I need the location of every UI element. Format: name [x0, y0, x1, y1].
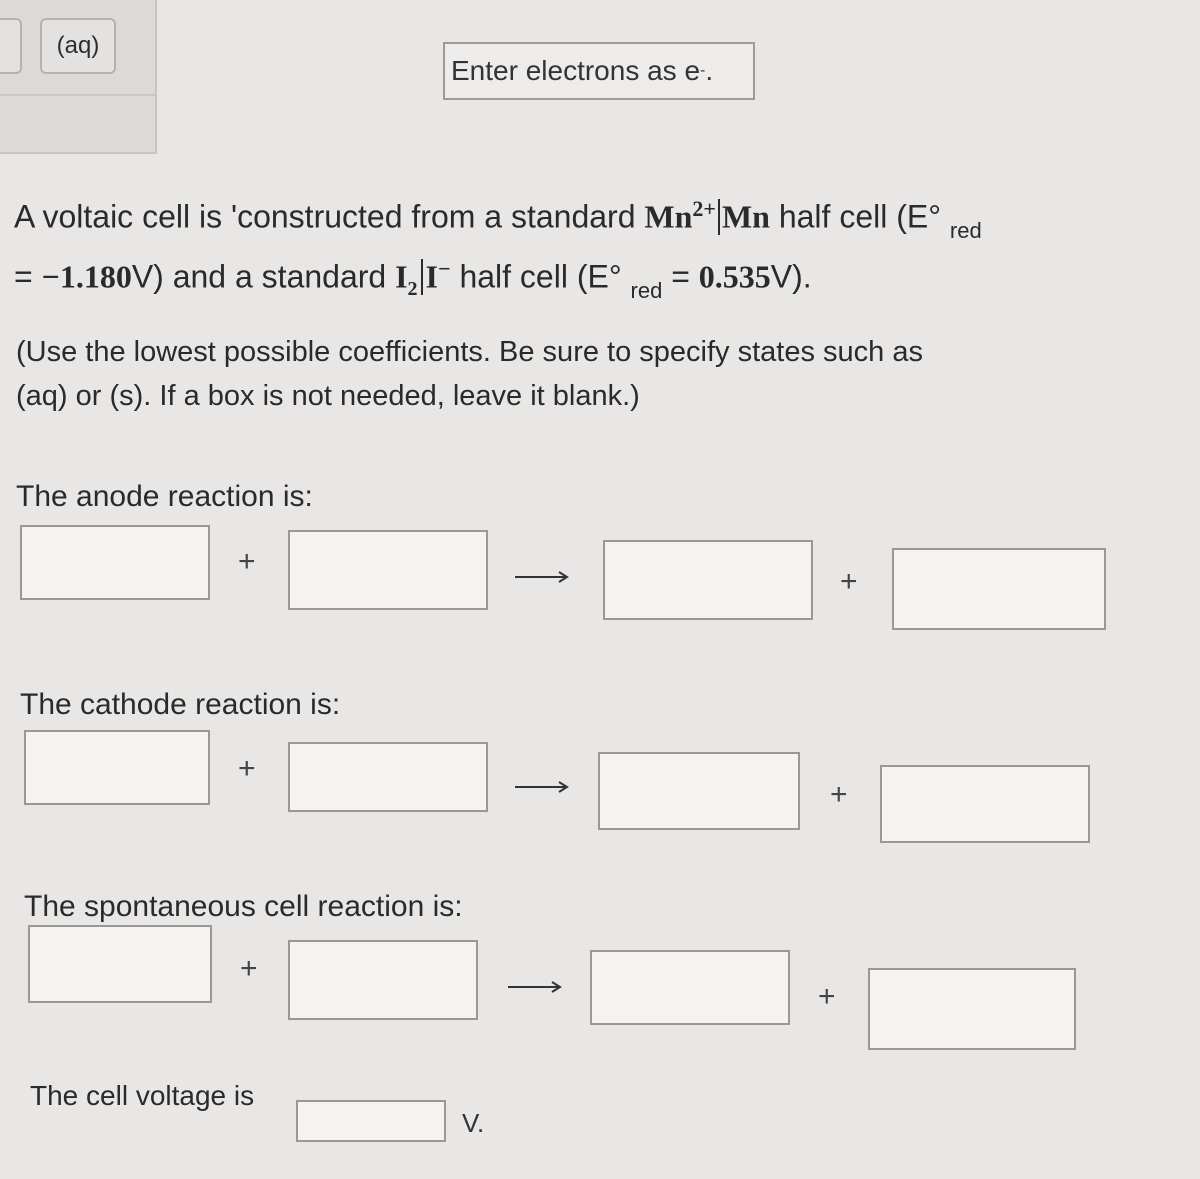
red-subscript-1: red [949, 217, 982, 243]
anode-label: The anode reaction is: [16, 480, 313, 513]
problem-text-4: half cell (E° [450, 258, 622, 295]
instruction-line-2: (aq) or (s). If a box is not needed, leave it blank.) [16, 380, 640, 412]
cathode-product-2-input[interactable] [880, 765, 1090, 843]
red-subscript-2: red [630, 277, 663, 303]
cell-product-2-input[interactable] [868, 968, 1076, 1050]
instruction-line-1: (Use the lowest possible coefficients. Be sure to specify states such as [16, 336, 923, 368]
reaction-arrow-icon [515, 780, 571, 794]
hint-period: . [705, 55, 714, 86]
anode-product-2-input[interactable] [892, 548, 1106, 630]
phase-boundary [718, 199, 720, 235]
toolbar-edge-button[interactable] [0, 18, 22, 74]
plus-sign: + [840, 565, 858, 598]
anode-reactant-2-input[interactable] [288, 530, 488, 610]
anode-product-1-input[interactable] [603, 540, 813, 620]
problem-line-1 [14, 196, 982, 243]
reaction-arrow-icon [508, 980, 564, 994]
hint-superscript: - [700, 62, 706, 79]
iodine: I [395, 258, 408, 295]
problem-text-5: V). [770, 258, 812, 295]
equals-sign-2: = [662, 258, 699, 295]
voltage-unit: V. [462, 1108, 485, 1138]
cathode-reactant-2-input[interactable] [288, 742, 488, 812]
electron-hint-box [443, 42, 755, 100]
iodide: I [425, 258, 438, 295]
e-value-2: 0.535 [698, 258, 771, 295]
problem-line-2 [14, 256, 812, 301]
cathode-product-1-input[interactable] [598, 752, 800, 830]
problem-text-1: A voltaic cell is 'constructed from a standard [14, 198, 645, 235]
e-value-1: −1.180 [41, 258, 132, 295]
plus-sign: + [818, 980, 836, 1013]
plus-sign: + [238, 752, 256, 785]
cell-reactant-1-input[interactable] [28, 925, 212, 1003]
plus-sign: + [240, 952, 258, 985]
plus-sign: + [830, 778, 848, 811]
cell-voltage-input[interactable] [296, 1100, 446, 1142]
anode-reactant-1-input[interactable] [20, 525, 210, 600]
cathode-reactant-1-input[interactable] [24, 730, 210, 805]
problem-text-3: V) and a standard [131, 258, 396, 295]
phase-boundary-2 [421, 259, 423, 295]
hint-text: Enter electrons as e [451, 55, 701, 86]
mn-metal: Mn [721, 198, 770, 235]
toolbar-divider [0, 94, 155, 96]
spontaneous-label: The spontaneous cell reaction is: [24, 890, 463, 923]
equals-sign: = [14, 258, 42, 295]
cathode-label: The cathode reaction is: [20, 688, 341, 721]
iodide-charge: − [438, 256, 451, 281]
reaction-arrow-icon [515, 570, 571, 584]
voltage-label: The cell voltage is [30, 1080, 255, 1111]
aq-state-button[interactable]: (aq) [40, 18, 116, 74]
problem-text-2: half cell (E° [769, 198, 942, 235]
cell-reactant-2-input[interactable] [288, 940, 478, 1020]
iodine-subscript: 2 [407, 278, 418, 301]
plus-sign: + [238, 545, 256, 578]
mn-ion: Mn [644, 198, 693, 235]
cell-product-1-input[interactable] [590, 950, 790, 1025]
mn-charge: 2+ [692, 196, 716, 221]
